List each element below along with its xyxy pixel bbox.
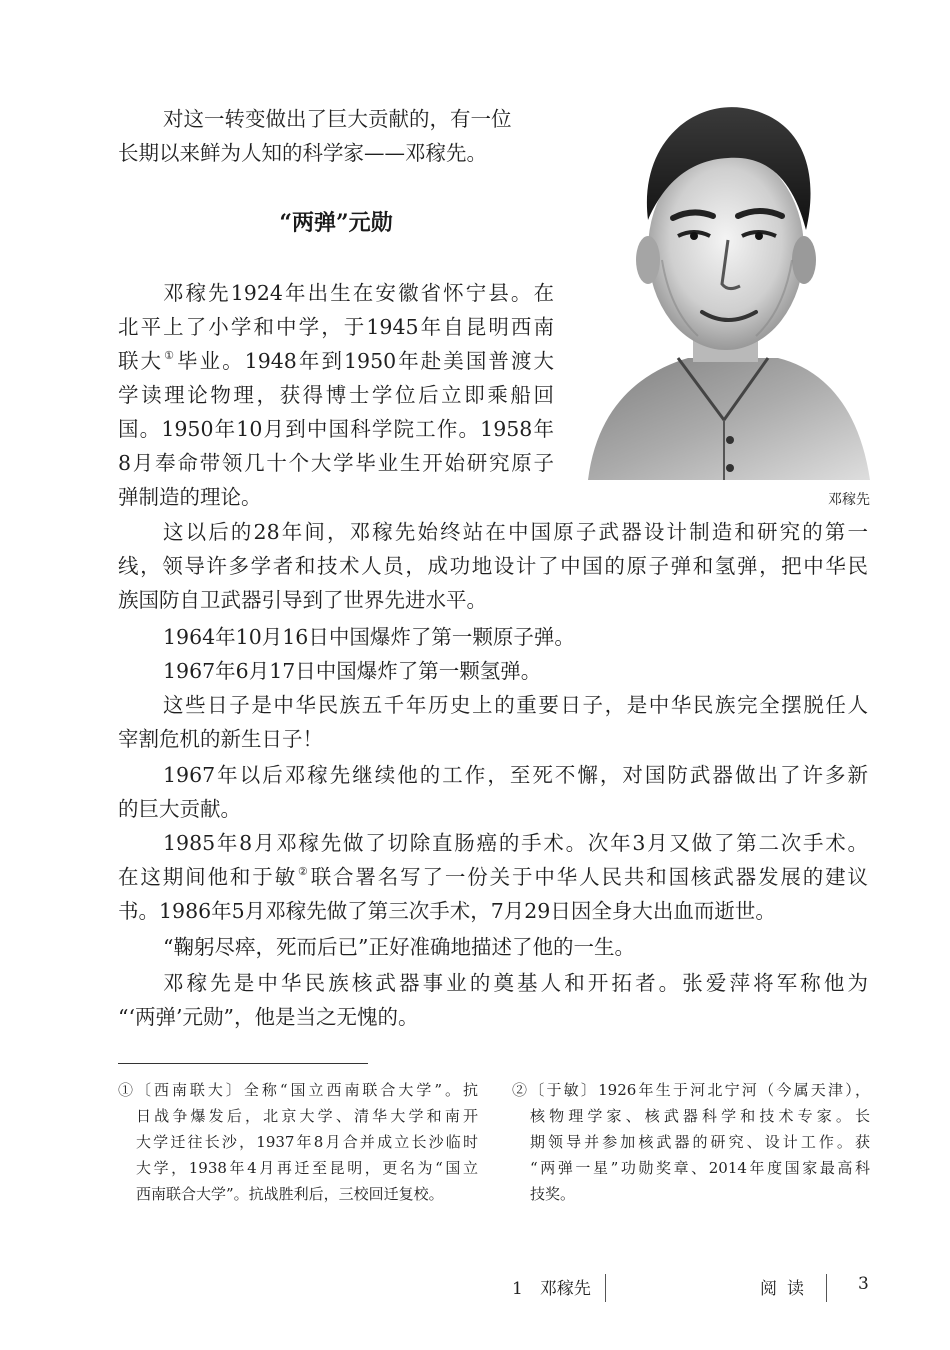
p7-line-3: 书。1986年5月邓稼先做了第三次手术，7月29日因全身大出血而逝世。 [118, 899, 776, 923]
footnote-1-line-4: 大学，1938年4月再迁至昆明，更名为“国立 [136, 1159, 478, 1177]
p9-line-2: “‘两弹’元勋”，他是当之无愧的。 [118, 1005, 419, 1029]
section-title: “两弹”元勋 [279, 210, 393, 236]
p3-line: 1964年10月16日中国爆炸了第一颗原子弹。 [163, 625, 575, 649]
footnote-1-marker: ① [164, 349, 177, 362]
footnote-2-line-3: 期领导并参加核武器的研究、设计工作。获 [530, 1133, 870, 1151]
intro-line-2: 长期以来鲜为人知的科学家——邓稼先。 [118, 141, 487, 165]
p2-line-2: 线，领导许多学者和技术人员，成功地设计了中国的原子弹和氢弹，把中华民 [118, 554, 868, 578]
p7-line-1: 1985年8月邓稼先做了切除直肠癌的手术。次年3月又做了第二次手术。 [163, 831, 868, 855]
intro-line-1: 对这一转变做出了巨大贡献的，有一位 [163, 107, 512, 131]
footnote-1 [118, 1077, 478, 1207]
p2-line-3: 族国防自卫武器引导到了世界先进水平。 [118, 588, 487, 612]
p4-line: 1967年6月17日中国爆炸了第一颗氢弹。 [163, 659, 542, 683]
bio-line-2: 北平上了小学和中学，于1945年自昆明西南 [118, 315, 554, 339]
page-number: 3 [858, 1274, 869, 1294]
portrait-illustration [578, 100, 870, 480]
bio-line-1: 邓稼先1924年出生在安徽省怀宁县。在 [163, 281, 554, 305]
p8-line: “鞠躬尽瘁，死而后已”正好准确地描述了他的一生。 [163, 935, 635, 959]
p7-line-2-end: 联合署名写了一份关于中华人民共和国核武器发展的建议 [310, 865, 869, 889]
bio-line-5: 国。1950年10月到中国科学院工作。1958年 [118, 417, 554, 441]
footnote-2-line-5: 技奖。 [530, 1185, 576, 1203]
footer-separator [605, 1274, 606, 1302]
bio-line-3 [118, 344, 554, 378]
footnote-2-line-4: “两弹一星”功勋奖章、2014年度国家最高科 [530, 1159, 870, 1177]
p6-line-1: 1967年以后邓稼先继续他的工作，至死不懈，对国防武器做出了许多新 [163, 763, 868, 787]
p9-line-1: 邓稼先是中华民族核武器事业的奠基人和开拓者。张爱萍将军称他为 [163, 971, 868, 995]
bio-line-7: 弹制造的理论。 [118, 485, 262, 509]
page-footer [0, 1272, 950, 1302]
footnote-2-line-2: 核物理学家、核武器科学和技术专家。长 [530, 1107, 870, 1125]
footnote-2-marker: ② [297, 865, 310, 878]
footnote-2-line-1: ②〔于敏〕1926年生于河北宁河（今属天津）， [512, 1081, 870, 1099]
footnote-1-line-3: 大学迁往长沙，1937年8月合并成立长沙临时 [136, 1133, 478, 1151]
p2-line-1: 这以后的28年间，邓稼先始终站在中国原子武器设计制造和研究的第一 [163, 520, 868, 544]
p5-line-2: 宰割危机的新生日子！ [118, 727, 323, 751]
footnote-divider [118, 1063, 368, 1064]
footnote-1-line-5: 西南联合大学”。抗战胜利后，三校回迁复校。 [136, 1185, 444, 1203]
p6-line-2: 的巨大贡献。 [118, 797, 241, 821]
bio-line-4: 学读理论物理，获得博士学位后立即乘船回 [118, 383, 554, 407]
bio-line-3-end: 毕业。1948年到1950年赴美国普渡大 [177, 349, 555, 373]
p5-line-1: 这些日子是中华民族五千年历史上的重要日子，是中华民族完全摆脱任人 [163, 693, 868, 717]
p7-line-2-start: 在这期间他和于敏 [118, 865, 297, 889]
footer-chapter-title: 1 邓稼先 [512, 1279, 591, 1299]
bio-line-3-start: 联大 [118, 349, 164, 373]
footer-section-name: 阅读 [760, 1279, 814, 1299]
footer-separator [826, 1274, 827, 1302]
footnote-2 [512, 1077, 870, 1207]
bio-line-6: 8月奉命带领几十个大学毕业生开始研究原子 [118, 451, 554, 475]
portrait-caption: 邓稼先 [828, 492, 870, 508]
footnote-1-line-1: ①〔西南联大〕全称“国立西南联合大学”。抗 [118, 1081, 478, 1099]
p7-line-2 [118, 860, 868, 894]
footnote-1-line-2: 日战争爆发后，北京大学、清华大学和南开 [136, 1107, 478, 1125]
